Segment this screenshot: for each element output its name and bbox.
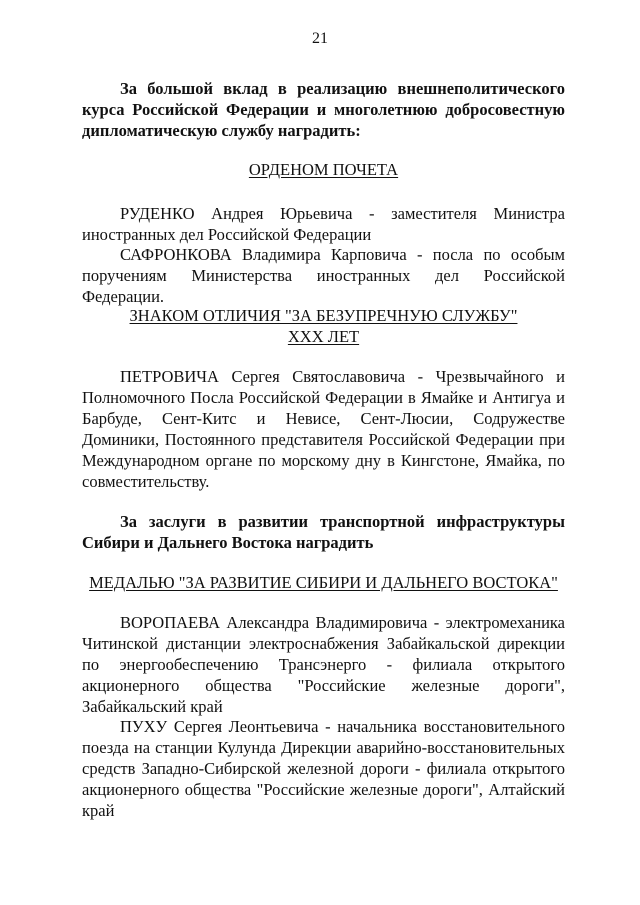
intro-paragraph-diplomatic: За большой вклад в реализацию внешнеполитического курса Российской Федерации и многолетнюю добросовестную дипломатическую службу наградить: — [82, 79, 565, 140]
nominee-paragraph-safronkov: САФРОНКОВА Владимира Карповича - посла по особым поручениям Министерства иностранных дел Российской Федерации. — [82, 245, 565, 306]
award-title: МЕДАЛЬЮ "ЗА РАЗВИТИЕ СИБИРИ И ДАЛЬНЕГО ВОСТОКА" — [89, 573, 558, 592]
nominee-paragraph-petrovich: ПЕТРОВИЧА Сергея Святославовича - Чрезвычайного и Полномочного Посла Российской Федерации в Ямайке и Антигуа и Барбуде, Сент-Китс и Невисе, Сент-Люсии, Содружестве Доминики, Постоянного представителя Российской Федерации при Международном органе по морскому дну в Кингстоне, Ямайка, по совместительству. — [82, 367, 565, 491]
award-heading-order-of-honor — [82, 159, 565, 180]
award-title-line-1: ЗНАКОМ ОТЛИЧИЯ "ЗА БЕЗУПРЕЧНУЮ СЛУЖБУ" — [129, 306, 518, 325]
nominee-paragraph-voropaev: ВОРОПАЕВА Александра Владимировича - электромеханика Читинской дистанции электроснабжения Забайкальской дирекции по энергообеспечению Трансэнерго - филиала открытого акционерного общества "Российские железные дороги", Забайкальский край — [82, 613, 565, 716]
nominee-paragraph-rudenko: РУДЕНКО Андрея Юрьевича - заместителя Министра иностранных дел Российской Федерации — [82, 204, 565, 244]
award-heading-siberia-medal — [82, 572, 565, 593]
page-number: 21 — [312, 30, 328, 47]
nominee-paragraph-pukhu: ПУХУ Сергея Леонтьевича - начальника восстановительного поезда на станции Кулунда Дирекции аварийно-восстановительных средств Западно-Сибирской железной дороги - филиала открытого акционерного общества "Российские железные дороги", Алтайский край — [82, 717, 565, 820]
intro-paragraph-transport: За заслуги в развитии транспортной инфраструктуры Сибири и Дальнего Востока наградить — [82, 512, 565, 552]
award-title-line-2: XXX ЛЕТ — [287, 327, 360, 346]
award-title: ОРДЕНОМ ПОЧЕТА — [248, 160, 399, 179]
award-heading-badge-of-distinction — [82, 305, 565, 347]
